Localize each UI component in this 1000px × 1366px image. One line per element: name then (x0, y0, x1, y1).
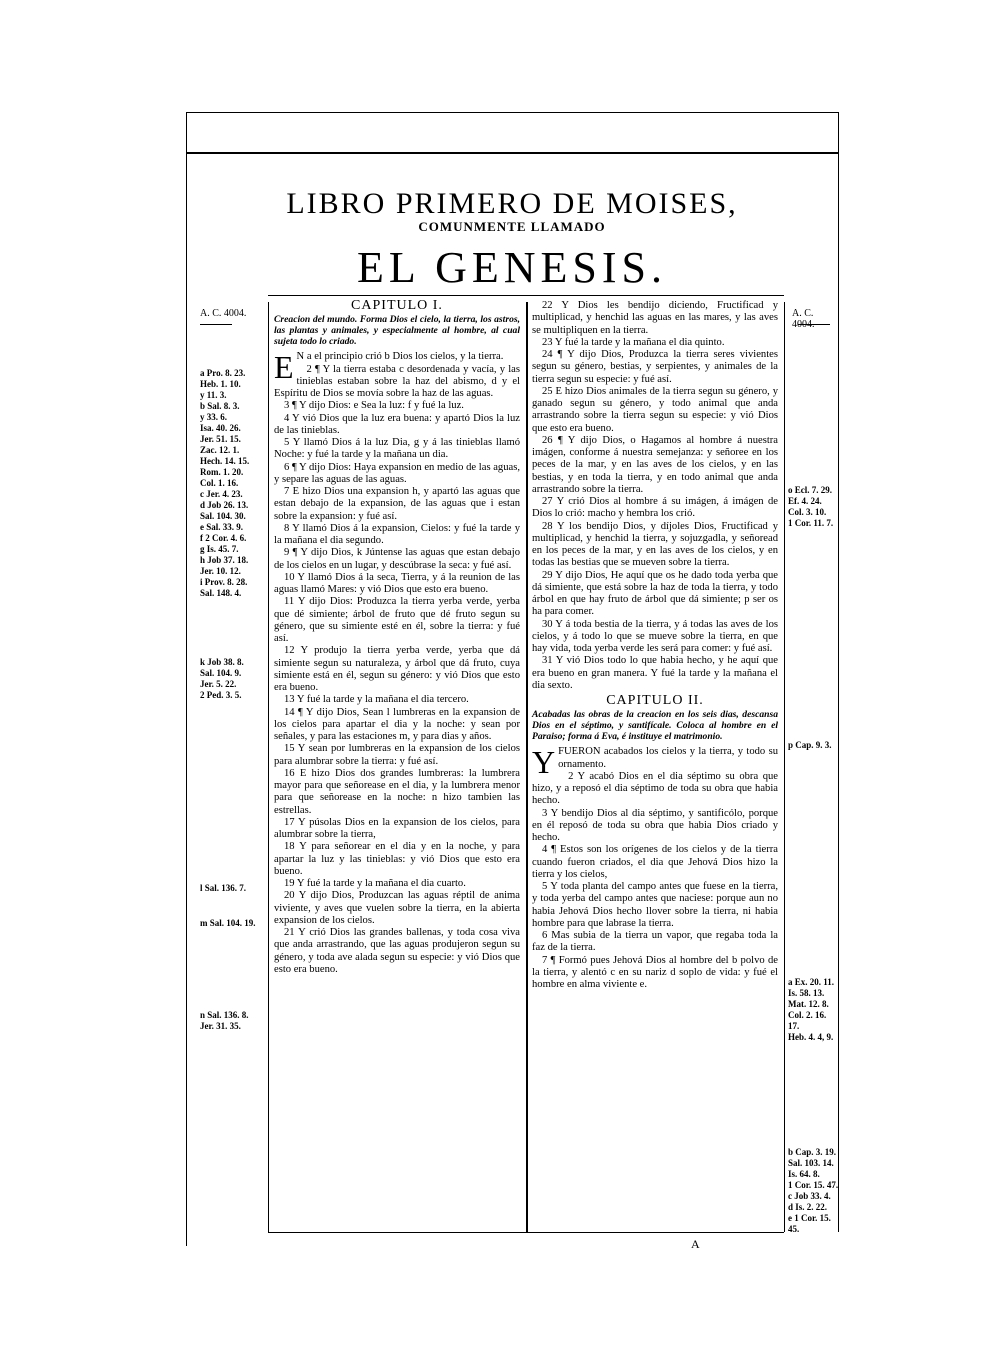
margin-ref: Is. 64. 8. (788, 1169, 820, 1179)
margin-ref: i Prov. 8. 28. (200, 577, 248, 587)
verse: 11 Y dijo Dios: Produzca la tierra yerba verde, yerba que dé simiente; árbol de fruto que dé fruto segun su género, que su simiente esté en él, sobre la tierra: y fué así. (274, 596, 520, 644)
book-title: LIBRO PRIMERO DE MOISES, (286, 187, 738, 220)
verse: 29 Y dijo Dios, He aquí que os he dado toda yerba que dá simiente, que está sobre la haz de toda la tierra, y todo árbol en que hay fruto de árbol que dá simiente; p ser os ha para comer. (532, 569, 778, 618)
margin-ref: a Ex. 20. 11. (788, 977, 835, 987)
margin-refs-left-a (200, 368, 268, 599)
margin-ref: e Sal. 33. 9. (200, 522, 244, 532)
verse: 14 ¶ Y dijo Dios, Sean l lumbreras en la expansion de los cielos para apartar el dia y la noche: y sean por señales, y para las estaciones m, y para dias y años. (274, 706, 520, 742)
margin-ref: f 2 Cor. 4. 6. (200, 533, 247, 543)
chapter-summary: Acabadas las obras de la creacion en los seis dias, descansa Dios en el séptimo, y santifícale. Coloca al hombre en el Paraiso; forma á Eva, é instituye el matrimonio. (532, 709, 778, 743)
verse: 22 Y Dios les bendijo diciendo, Fructificad y multiplicad, y henchid las aguas en las mares, y las aves se multipliquen en la tierra. (532, 300, 778, 336)
verse: 19 Y fué la tarde y la mañana el dia cuarto. (284, 878, 466, 889)
drop-cap: Y (532, 744, 556, 781)
margin-ref: y 11. 3. (200, 390, 227, 400)
verse: 7 E hizo Dios una expansion h, y apartó las aguas que estan debajo de la expansion, de las aguas que i estan sobre la expansion: y fué así. (274, 486, 520, 522)
margin-refs-left-c (200, 883, 268, 894)
margin-ref: Heb. 1. 10. (200, 379, 241, 389)
margin-refs-right-a (788, 485, 844, 529)
margin-ref: Col. 3. 10. (788, 507, 827, 517)
margin-refs-right-d (788, 1147, 844, 1235)
drop-cap: E (274, 349, 294, 386)
margin-ref: b Cap. 3. 19. (788, 1147, 837, 1157)
margin-ref: c Job 33. 4. (788, 1191, 831, 1201)
verse: 30 Y á toda bestia de la tierra, y á todas las aves de los cielos, y á todo lo que se mueve sobre la tierra, en que hay vida, toda yerba verde les será para comer: y fué así. (532, 618, 778, 654)
verse: 31 Y vió Dios todo lo que habia hecho, y he aquí que era bueno en gran manera. Y fué la tarde y la mañana el dia sexto. (532, 655, 778, 691)
verse: 16 E hizo Dios dos grandes lumbreras: la lumbrera mayor para que señorease en el dia, y la lumbrera menor para que señorease en la noche: n hizo tambien las estrellas. (274, 767, 520, 816)
margin-ref: Hech. 14. 15. (200, 456, 250, 466)
margin-ref: Mat. 12. 8. (788, 999, 829, 1009)
signature-mark: A (691, 1237, 700, 1251)
margin-right-divider (784, 302, 785, 1232)
margin-ref: Ef. 4. 24. (788, 496, 822, 506)
margin-ref: g Is. 45. 7. (200, 544, 239, 554)
verse: 27 Y crió Dios al hombre á su imágen, á imágen de Dios lo crió: macho y hembra los crió. (532, 496, 778, 520)
margin-ref: y 33. 6. (200, 412, 227, 422)
era-left: A. C. 4004. (200, 308, 247, 319)
book-name: EL GENESIS. (356, 243, 668, 292)
verse: 4 Y vió Dios que la luz era buena: y apartó Dios la luz de las tinieblas. (274, 412, 520, 436)
margin-refs-left-e (200, 1010, 268, 1032)
margin-ref: Jer. 51. 15. (200, 434, 241, 444)
verse: 4 ¶ Estos son los orígenes de los cielos y de la tierra cuando fueron criados, el dia que Jehová Dios hizo la tierra y los cielos, (532, 844, 778, 880)
margin-refs-right-b (788, 740, 844, 751)
verse: 2 ¶ Y la tierra estaba c desordenada y vacía, y las tinieblas estaban sobre la haz del abismo, d y el Espíritu de Dios se movía sobre la haz de las aguas. (274, 363, 520, 399)
top-rule (186, 112, 838, 113)
margin-ref: Rom. 1. 20. (200, 467, 244, 477)
verse: 17 Y púsolas Dios en la expansion de los cielos, para alumbrar sobre la tierra, (274, 816, 520, 840)
margin-ref: a Pro. 8. 23. (200, 368, 246, 378)
verse: 13 Y fué la tarde y la mañana el dia tercero. (284, 694, 469, 706)
margin-ref: Jer. 10. 12. (200, 566, 241, 576)
verse: 3 ¶ Y dijo Dios: e Sea la luz: f y fué la luz. (284, 400, 464, 412)
verse: 18 Y para señorear en el dia y en la noche, y para apartar la luz y las tinieblas: y vió Dios que esto era bueno. (274, 841, 520, 877)
title-rule (268, 295, 784, 296)
era-left-rule (200, 324, 232, 325)
margin-left-divider (268, 302, 269, 1232)
verse: 10 Y llamó Dios á la seca, Tierra, y á la reunion de las aguas llamó Mares: y vió Dios que esto era bueno. (274, 571, 520, 595)
verse: 15 Y sean por lumbreras en la expansion de los cielos para alumbrar sobre la tierra: y fué así. (274, 743, 520, 767)
verse: 24 ¶ Y dijo Dios, Produzca la tierra seres vivientes segun su género, bestias, y serpientes, y animales de la tierra segun su especie: y fué así. (532, 349, 778, 385)
verse: 2 Y acabó Dios en el dia séptimo su obra que hizo, y a reposó el dia séptimo de toda su obra que habia hecho. (532, 770, 778, 807)
verse: YFUERON acabados los cielos y la tierra, y todo su ornamento. (532, 744, 778, 781)
margin-ref: d Job 26. 13. (200, 500, 249, 510)
margin-ref: Heb. 4. 4, 9. (788, 1032, 834, 1042)
margin-ref: 1 Cor. 11. 7. (788, 518, 834, 528)
verse: 26 ¶ Y dijo Dios, o Hagamos al hombre á nuestra imágen, conforme á nuestra semejanza: y señoree en los peces de la mar, y en las aves de los cielos, y en las bestias, y en toda la tierra, y en todo animal que anda arrastrando sobre la tierra. (532, 434, 778, 495)
verse: 5 Y toda planta del campo antes que fuese en la tierra, y toda yerba del campo antes que naciese: porque aun no habia Jehová Dios hecho llover sobre la tierra, ni habia hombre para que labrase la tierra. (532, 881, 778, 929)
margin-ref: d Is. 2. 22. (788, 1202, 828, 1212)
verse: 28 Y los bendijo Dios, y díjoles Dios, Fructificad y multiplicad, y henchid la tierra, y sojuzgadla, y señoread en los peces de la mar, y en las aves de los cielos, y en todas las bestias que se mueven sobre la tierra. (532, 520, 778, 569)
margin-ref: 17. (788, 1021, 800, 1031)
chapter-heading: CAPITULO I. (351, 298, 443, 313)
verse: 23 Y fué la tarde y la mañana el dia quinto. (542, 336, 725, 348)
book-subtitle: COMUNMENTE LLAMADO (418, 219, 606, 234)
verse: 7 ¶ Formó pues Jehová Dios al hombre del b polvo de la tierra, y alentó c en su nariz d soplo de vida: y fué el hombre en alma viviente e. (532, 954, 778, 990)
margin-ref: 2 Ped. 3. 5. (200, 690, 242, 700)
verse: 25 E hizo Dios animales de la tierra segun su género, y ganado segun su género, y todo animal que anda arrastrando sobre la tierra segun su especie: y vió Dios que esto era bueno. (532, 385, 778, 434)
chapter-heading: CAPITULO II. (606, 693, 704, 708)
margin-ref: b Sal. 8. 3. (200, 401, 240, 411)
verse: 12 Y produjo la tierra yerba verde, yerba que dá simiente segun su naturaleza, y árbol que dá fruto, cuya simiente está en él, segun su género: y vió Dios que esto era bueno. (274, 645, 520, 693)
verse: 20 Y dijo Dios, Produzcan las aguas réptil de anima viviente, y aves que vuelen sobre la tierra, en la abierta expansion de los cielos. (274, 890, 520, 926)
bottom-rule (268, 1232, 784, 1233)
chapter-summary: Creacion del mundo. Forma Dios el cielo, la tierra, los astros, las plantas y animales, y especialmente al hombre, al cual sujeta todo lo criado. (274, 314, 520, 348)
margin-ref: m Sal. 104. 19. (200, 918, 256, 928)
margin-refs-left-b (200, 657, 268, 701)
right-frame-line (838, 112, 839, 1232)
margin-ref: 1 Cor. 15. 47. (788, 1180, 839, 1190)
margin-ref: h Job 37. 18. (200, 555, 249, 565)
verse: 6 Mas subia de la tierra un vapor, que regaba toda la faz de la tierra. (532, 930, 778, 954)
margin-ref: l Sal. 136. 7. (200, 883, 247, 893)
margin-ref: c Jer. 4. 23. (200, 489, 243, 499)
verse: 6 ¶ Y dijo Dios: Haya expansion en medio de las aguas, y separe las aguas de las aguas. (274, 461, 520, 485)
margin-ref: Sal. 104. 30. (200, 511, 246, 521)
header-rule (186, 152, 838, 154)
margin-ref: Isa. 40. 26. (200, 423, 241, 433)
margin-ref: Is. 58. 13. (788, 988, 825, 998)
margin-ref: Jer. 5. 22. (200, 679, 237, 689)
verse: 9 ¶ Y dijo Dios, k Júntense las aguas que estan debajo de los cielos en un lugar, y descúbrase la seca: y fué así. (274, 547, 520, 571)
margin-ref: Sal. 103. 14. (788, 1158, 834, 1168)
verse: 5 Y llamó Dios á la luz Dia, g y á las tinieblas llamó Noche: y fué la tarde y la mañana un dia. (274, 437, 520, 461)
era-right: A. C. 4004. (792, 308, 815, 330)
verse: E N a el principio crió b Dios los cielos, y la tierra. (274, 349, 504, 386)
margin-ref: n Sal. 136. 8. (200, 1010, 249, 1020)
column-divider (526, 302, 528, 1232)
margin-ref: Zac. 12. 1. (200, 445, 240, 455)
margin-ref: Jer. 31. 35. (200, 1021, 241, 1031)
margin-ref: p Cap. 9. 3. (788, 740, 832, 750)
margin-ref: k Job 38. 8. (200, 657, 244, 667)
verse: 21 Y crió Dios las grandes ballenas, y toda cosa viva que anda arrastrando, que las aguas produjeron segun su género, y toda ave alada segun su especie: y vió Dios que esto era bueno. (274, 927, 520, 975)
margin-ref: Sal. 148. 4. (200, 588, 242, 598)
margin-ref: o Ecl. 7. 29. (788, 485, 832, 495)
margin-ref: Col. 2. 16. (788, 1010, 827, 1020)
margin-refs-right-c (788, 977, 844, 1043)
page-frame (186, 112, 839, 1251)
text-column-right (532, 300, 778, 991)
margin-refs-left-d (200, 918, 268, 929)
margin-ref: Col. 1. 16. (200, 478, 239, 488)
margin-ref: Sal. 104. 9. (200, 668, 242, 678)
verse: 3 Y bendijo Dios al dia séptimo, y santificólo, porque en él reposó de toda su obra que habia Dios criado y hecho. (532, 807, 778, 843)
margin-ref: e 1 Cor. 15. 45. (788, 1213, 831, 1234)
verse: 8 Y llamó Dios á la expansion, Cielos: y fué la tarde y la mañana el dia segundo. (274, 522, 520, 546)
text-column-left (274, 300, 520, 976)
